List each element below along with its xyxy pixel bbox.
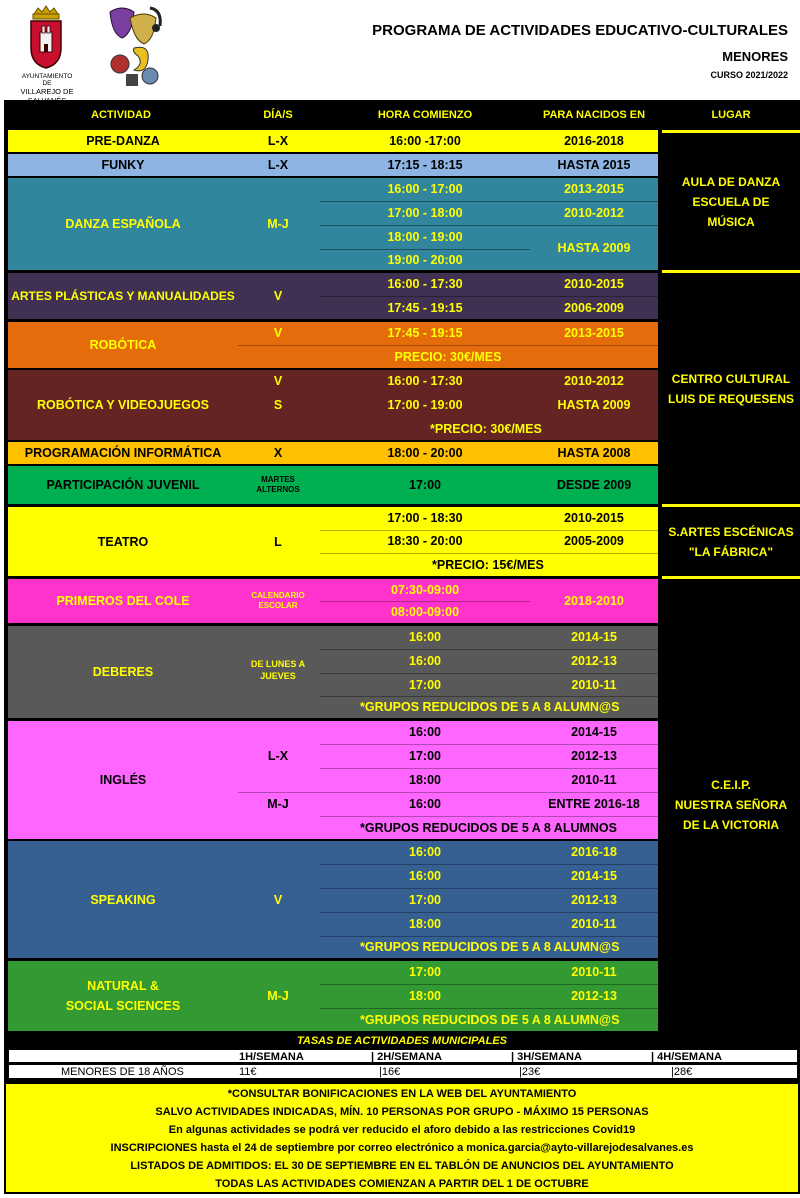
course-label: CURSO 2021/2022 xyxy=(710,70,788,80)
fees-price-2h: |16€ xyxy=(379,1066,401,1078)
activity-born: 2012-13 xyxy=(571,749,617,763)
activity-name xyxy=(8,961,238,1031)
activity-day: CALENDARIO ESCOLAR xyxy=(251,590,305,610)
activity-time: 16:00 xyxy=(409,630,441,644)
crest-caption-line: VILLAREJO DE xyxy=(20,86,74,96)
activity-day: DE LUNES A JUEVES xyxy=(250,659,306,681)
activity-day: MARTES ALTERNOS xyxy=(256,474,300,494)
venue-line: LUIS DE REQUESENS xyxy=(667,391,795,406)
activity-time: 18:30 - 20:00 xyxy=(387,534,463,548)
activity-time: 17:00 xyxy=(409,678,441,692)
fees-header-1h: 1H/SEMANA xyxy=(239,1051,304,1063)
activity-block-robotica-videojuegos xyxy=(8,370,658,440)
activity-note: *GRUPOS REDUCIDOS DE 5 A 8 ALUMNOS xyxy=(360,821,617,835)
activity-price: *PRECIO: 30€/MES xyxy=(430,422,542,436)
venue-line: CENTRO CULTURAL xyxy=(671,371,791,386)
fees-header-2h: | 2H/SEMANA xyxy=(371,1051,442,1063)
activity-name: INGLÉS xyxy=(99,773,147,787)
crest-caption-line: AYUNTAMIENTO xyxy=(21,73,73,80)
activity-time: 16:00 -17:00 xyxy=(389,134,461,148)
activity-block-deberes xyxy=(8,626,658,718)
activity-day: V xyxy=(273,374,283,388)
activity-time: 18:00 - 19:00 xyxy=(387,230,463,244)
activity-block-speaking xyxy=(8,841,658,958)
activity-day: M-J xyxy=(267,989,289,1003)
activity-day: M-J xyxy=(267,217,289,231)
activity-born: 2005-2009 xyxy=(564,534,624,548)
activity-block-predanza xyxy=(8,130,658,152)
arts-logo-icon xyxy=(104,4,166,88)
activity-name: PROGRAMACIÓN INFORMÁTICA xyxy=(24,446,222,460)
activity-day: V xyxy=(273,326,283,340)
activity-time: 17:00 xyxy=(409,965,441,979)
activity-time: 16:00 xyxy=(409,845,441,859)
activity-note: *GRUPOS REDUCIDOS DE 5 A 8 ALUMN@S xyxy=(360,1013,620,1027)
activity-born: 2010-2015 xyxy=(564,511,624,525)
column-header-actividad: ACTIVIDAD xyxy=(91,109,151,121)
activity-born: 2012-13 xyxy=(571,989,617,1003)
venue-line: ESCUELA DE xyxy=(692,194,770,209)
activity-born: 2010-11 xyxy=(571,678,617,692)
activity-day: L-X xyxy=(267,749,289,763)
activity-time: 17:00 - 18:30 xyxy=(387,511,463,525)
fees-price-row xyxy=(8,1064,798,1079)
activity-born: 2013-2015 xyxy=(564,182,624,196)
activity-born: 2013-2015 xyxy=(564,326,624,340)
column-header-hora: HORA COMIENZO xyxy=(377,109,473,121)
activity-time: 17:00 - 18:00 xyxy=(387,206,463,220)
activity-name: TEATRO xyxy=(97,534,149,549)
activity-name: ROBÓTICA Y VIDEOJUEGOS xyxy=(36,398,210,412)
activity-day: L xyxy=(274,534,282,549)
activity-day: X xyxy=(273,446,283,460)
activity-born: 2010-2012 xyxy=(564,206,624,220)
activity-day: L-X xyxy=(267,158,289,172)
activity-name-line: SOCIAL SCIENCES xyxy=(65,999,181,1013)
column-header-lugar: LUGAR xyxy=(711,109,751,121)
municipal-crest-icon xyxy=(26,4,66,70)
activity-block-danza-espanola xyxy=(8,178,658,270)
venue-line: "LA FÁBRICA" xyxy=(688,544,774,559)
activity-born: 2010-2012 xyxy=(564,374,624,388)
footer-line: INSCRIPCIONES hasta el 24 de septiembre por correo electrónico a monica.garcia@ayto-villarejodesalvanes.es xyxy=(110,1142,694,1154)
activity-time: 16:00 xyxy=(409,869,441,883)
fees-price-1h: 11€ xyxy=(239,1066,257,1078)
activity-time: 17:00 xyxy=(409,478,441,492)
activity-born: HASTA 2015 xyxy=(557,158,631,172)
activity-block-programacion xyxy=(8,442,658,464)
activity-time: 17:45 - 19:15 xyxy=(387,301,463,315)
activity-born: 2016-18 xyxy=(571,845,617,859)
fees-title: TASAS DE ACTIVIDADES MUNICIPALES xyxy=(296,1035,508,1047)
venue-line: NUESTRA SEÑORA xyxy=(674,798,788,812)
activity-born: DESDE 2009 xyxy=(556,478,632,492)
venue-artes-escenicas xyxy=(662,507,800,576)
footer-line: *CONSULTAR BONIFICACIONES EN LA WEB DEL AYUNTAMIENTO xyxy=(227,1088,577,1100)
fees-header-3h: | 3H/SEMANA xyxy=(511,1051,582,1063)
activity-born: 2012-13 xyxy=(571,893,617,907)
activity-block-artes-plasticas xyxy=(8,273,658,319)
column-header-dias: DÍA/S xyxy=(263,109,293,121)
activity-time: 16:00 - 17:30 xyxy=(387,374,463,388)
activity-time: 16:00 - 17:00 xyxy=(387,182,463,196)
activity-time: 07:30-09:00 xyxy=(390,583,460,597)
venue-line: DE LA VICTORIA xyxy=(682,818,779,832)
venue-line: C.E.I.P. xyxy=(711,778,751,792)
activity-time: 16:00 xyxy=(409,725,441,739)
page-subtitle: MENORES xyxy=(722,49,788,64)
activity-day: L-X xyxy=(267,134,289,148)
activity-born: 2014-15 xyxy=(571,869,617,883)
activity-time: 17:15 - 18:15 xyxy=(387,158,463,172)
activity-block-participacion-juvenil xyxy=(8,466,658,504)
activity-time: 18:00 xyxy=(409,917,441,931)
column-header-nacidos: PARA NACIDOS EN xyxy=(542,109,646,121)
activity-block-teatro xyxy=(8,507,658,576)
activity-name: PRIMEROS DEL COLE xyxy=(56,594,190,608)
activity-name: PARTICIPACIÓN JUVENIL xyxy=(46,478,200,492)
footer-line: En algunas actividades se podrá ver reducido el aforo debido a las restricciones Covid19 xyxy=(168,1124,636,1136)
activity-note: *GRUPOS REDUCIDOS DE 5 A 8 ALUMN@S xyxy=(360,700,620,714)
activity-name: ROBÓTICA xyxy=(89,338,157,352)
footer-line: SALVO ACTIVIDADES INDICADAS, MÍN. 10 PERSONAS POR GRUPO - MÁXIMO 15 PERSONAS xyxy=(155,1106,649,1118)
activity-time: 17:00 xyxy=(409,749,441,763)
activity-price: PRECIO: 30€/MES xyxy=(394,350,502,364)
venue-aula-danza xyxy=(662,133,800,270)
fees-header-row xyxy=(8,1049,798,1063)
activity-born: ENTRE 2016-18 xyxy=(548,797,640,811)
activity-name: DANZA ESPAÑOLA xyxy=(65,217,181,231)
activity-block-funky xyxy=(8,154,658,176)
activity-block-natural-social-sciences xyxy=(8,961,658,1031)
activity-born: 2018-2010 xyxy=(564,594,624,608)
activity-time: 18:00 xyxy=(409,773,441,787)
activity-time: 08:00-09:00 xyxy=(390,605,460,619)
activity-time: 17:45 - 19:15 xyxy=(387,326,463,340)
activity-block-ingles xyxy=(8,721,658,839)
activity-name: PRE-DANZA xyxy=(86,134,160,148)
activity-name-line: NATURAL & xyxy=(87,979,159,993)
venue-line: MÚSICA xyxy=(707,214,755,229)
activity-name: SPEAKING xyxy=(90,892,156,907)
activity-born: 2010-2015 xyxy=(564,277,624,291)
activity-born: 2010-11 xyxy=(571,965,617,979)
activity-block-primeros-del-cole xyxy=(8,579,658,623)
footer-line: TODAS LAS ACTIVIDADES COMIENZAN A PARTIR DEL 1 DE OCTUBRE xyxy=(215,1178,589,1190)
fees-price-4h: |28€ xyxy=(671,1066,693,1078)
venue-line: S.ARTES ESCÉNICAS xyxy=(668,524,794,539)
activity-time: 17:00 xyxy=(409,893,441,907)
activity-born: 2006-2009 xyxy=(564,301,624,315)
activity-time: 16:00 - 17:30 xyxy=(387,277,463,291)
activity-time: 17:00 - 19:00 xyxy=(387,398,463,412)
venue-line: AULA DE DANZA xyxy=(681,174,781,189)
fees-header-4h: | 4H/SEMANA xyxy=(651,1051,722,1063)
activity-born: HASTA 2009 xyxy=(557,241,631,255)
activity-block-robotica xyxy=(8,322,658,368)
activity-born: 2014-15 xyxy=(571,725,617,739)
activity-born: 2010-11 xyxy=(571,773,617,787)
activity-time: 16:00 xyxy=(409,654,441,668)
fees-label: MENORES DE 18 AÑOS xyxy=(61,1066,184,1078)
activity-born: 2012-13 xyxy=(571,654,617,668)
footer-notes xyxy=(4,1082,800,1194)
activity-time: 18:00 xyxy=(409,989,441,1003)
activity-day: V xyxy=(273,289,283,303)
activity-note: *GRUPOS REDUCIDOS DE 5 A 8 ALUMN@S xyxy=(360,940,620,954)
crest-caption-line: DE xyxy=(42,80,52,88)
activity-born: HASTA 2008 xyxy=(557,446,631,460)
activity-born: 2014-15 xyxy=(571,630,617,644)
activity-time: 16:00 xyxy=(409,797,441,811)
venue-ceip xyxy=(662,579,800,1031)
activity-name: ARTES PLÁSTICAS Y MANUALIDADES xyxy=(11,289,235,303)
activity-name: DEBERES xyxy=(92,665,154,679)
activity-day: V xyxy=(273,892,283,907)
activity-born: 2016-2018 xyxy=(564,134,624,148)
activity-price: *PRECIO: 15€/MES xyxy=(432,558,544,572)
activity-time: 18:00 - 20:00 xyxy=(387,446,463,460)
activity-name: FUNKY xyxy=(101,158,145,172)
page-title: PROGRAMA DE ACTIVIDADES EDUCATIVO-CULTURALES xyxy=(372,22,788,39)
footer-line: LISTADOS DE ADMITIDOS: EL 30 DE SEPTIEMBRE EN EL TABLÓN DE ANUNCIOS DEL AYUNTAMIENTO xyxy=(130,1160,674,1172)
venue-centro-cultural xyxy=(662,273,800,504)
activity-day: S xyxy=(273,398,283,412)
activity-day: M-J xyxy=(267,797,289,811)
activity-time: 19:00 - 20:00 xyxy=(387,253,463,267)
fees-price-3h: |23€ xyxy=(519,1066,541,1078)
activity-born: HASTA 2009 xyxy=(557,398,631,412)
activity-born: 2010-11 xyxy=(571,917,617,931)
